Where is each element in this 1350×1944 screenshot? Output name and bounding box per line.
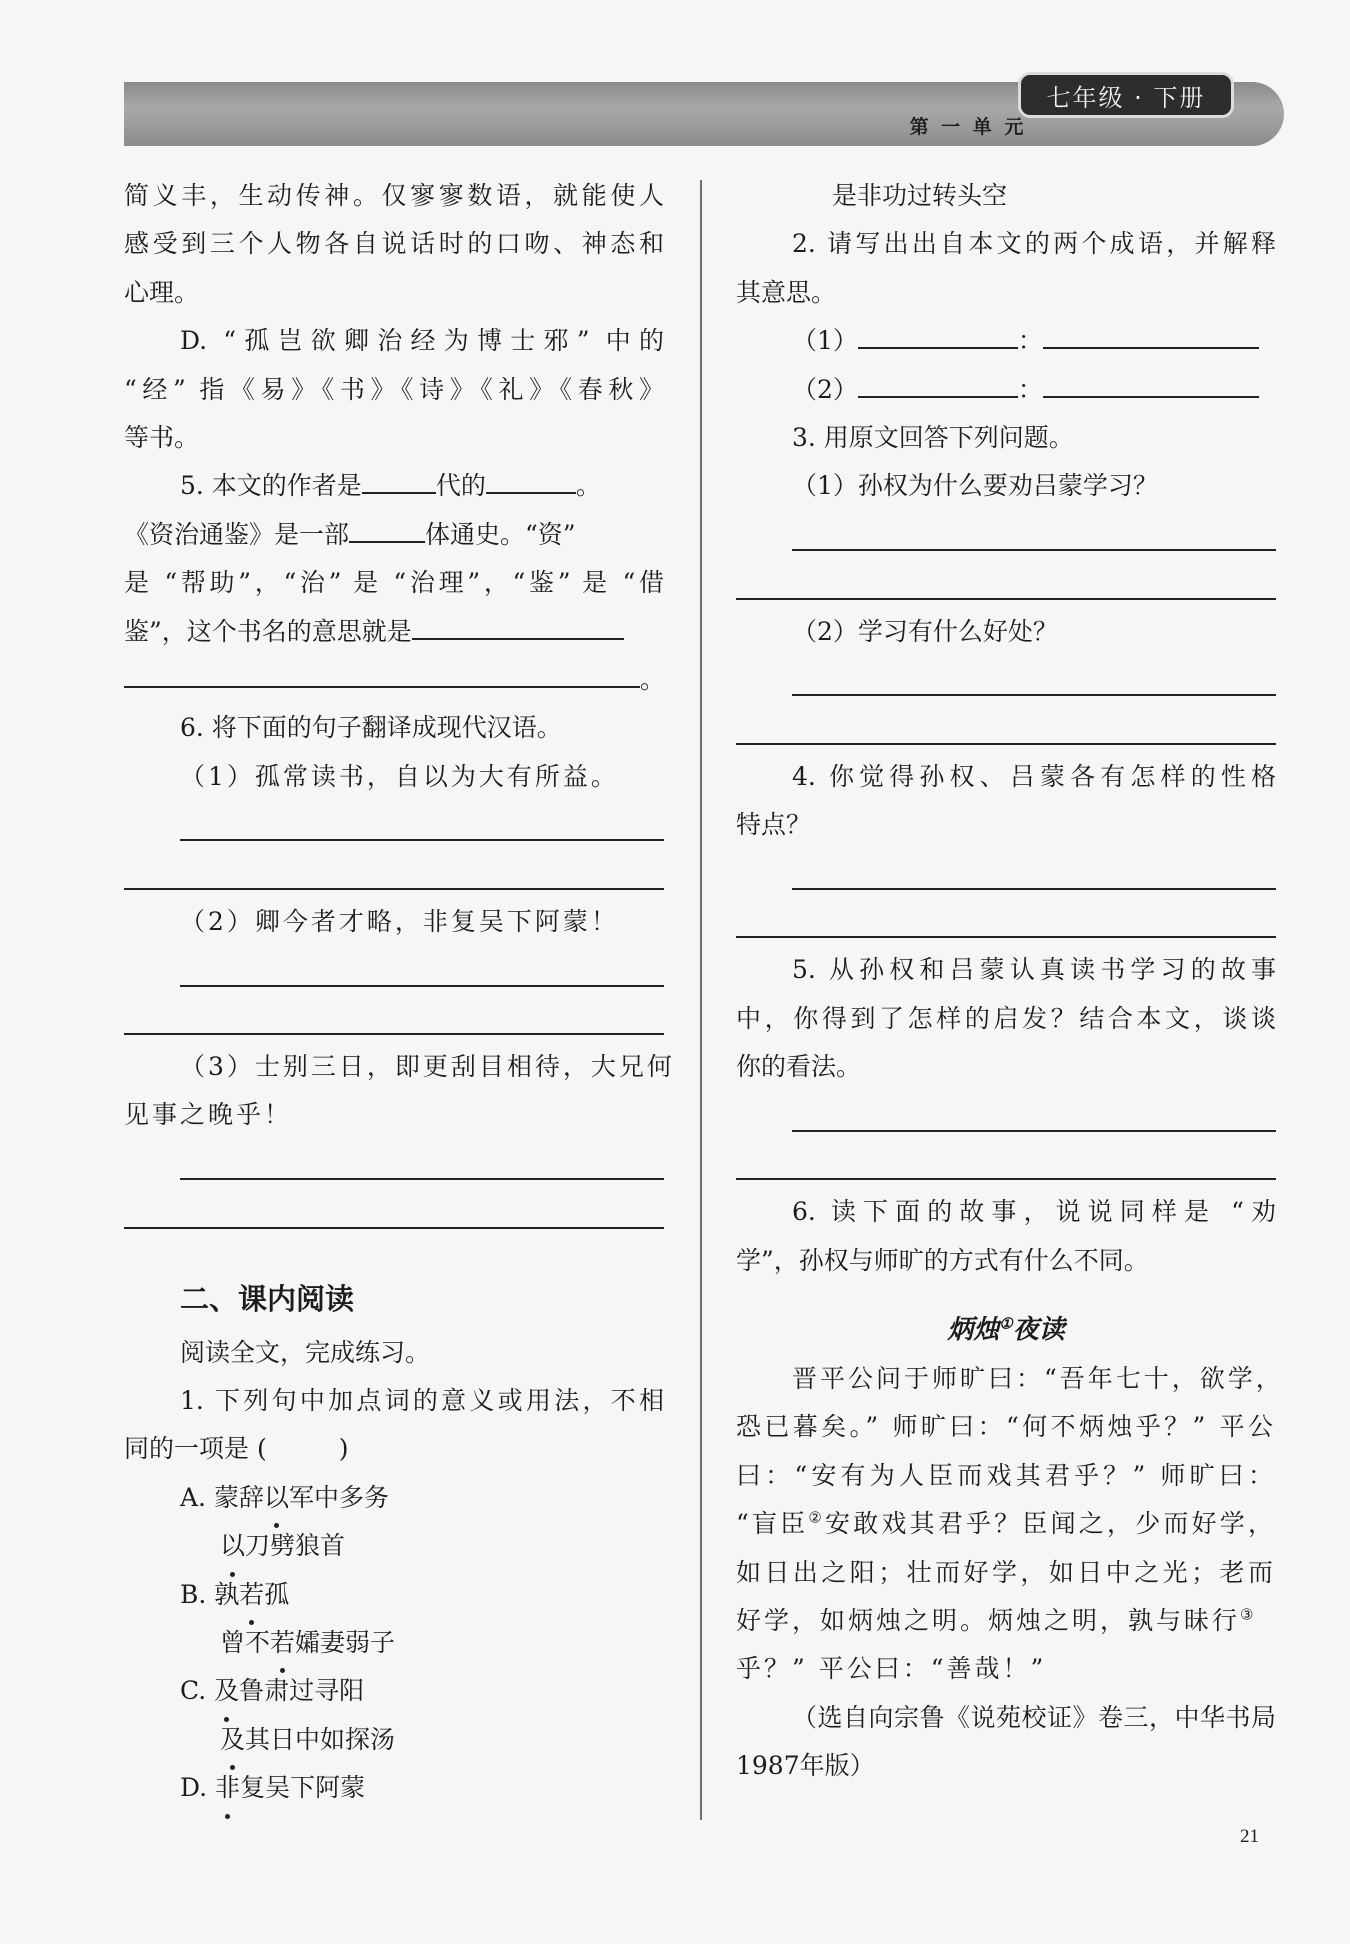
answer-line[interactable] — [124, 1140, 664, 1188]
text-line: 你的看法。 — [736, 1052, 862, 1082]
answer-blank[interactable] — [362, 462, 436, 494]
left-column — [124, 172, 675, 1813]
text-line: 是 “帮助”，“治” 是 “治理”，“鉴” 是 “借 — [124, 568, 664, 598]
story-line: 好学，如炳烛之明。炳烛之明，孰与昧行③ — [736, 1605, 1257, 1635]
text-line: 感受到三个人物各自说话时的口吻、神态和 — [124, 229, 664, 259]
text-line: 鉴”，这个书名的意思就是 — [124, 608, 664, 656]
answer-line[interactable] — [736, 511, 1276, 559]
answer-line[interactable] — [124, 801, 664, 849]
right-column — [736, 172, 1284, 1791]
text-line: 简义丰，生动传神。仅寥寥数语，就能使人 — [124, 181, 664, 210]
page-number: 21 — [1240, 1826, 1259, 1847]
answer-line[interactable] — [124, 995, 664, 1043]
option-a-1: A. 蒙辞以军中多务 — [124, 1474, 664, 1522]
poem-line: 是非功过转头空 — [832, 181, 1008, 210]
answer-blank[interactable] — [858, 317, 1018, 349]
story-line: 乎？” 平公曰：“善哉！” — [736, 1654, 1047, 1684]
story-line: 晋平公问于师旷曰：“吾年七十，欲学， — [792, 1363, 1284, 1393]
sentence-3-cont: 见事之晚乎！ — [124, 1100, 293, 1130]
unit-label: 第 一 单 元 — [909, 116, 1027, 138]
answer-line[interactable] — [736, 704, 1276, 752]
source-citation: （选自向宗鲁《说苑校证》卷三，中华书局 — [792, 1702, 1276, 1732]
column-divider — [700, 180, 702, 1820]
idiom-2: （2） ： — [736, 366, 1276, 414]
text-line: 《资治通鉴》是一部 体通史。“资” — [124, 511, 664, 559]
answer-line[interactable] — [736, 1091, 1276, 1139]
answer-blank[interactable] — [486, 462, 576, 494]
sentence-1: （1）孤常读书，自以为大有所益。 — [180, 761, 619, 791]
text-line: 心理。 — [124, 277, 200, 307]
option-a-2: 以刀劈狼首 — [124, 1522, 664, 1570]
answer-blank[interactable] — [124, 656, 640, 688]
section-heading: 二、课内阅读 — [180, 1281, 355, 1316]
story-line: “盲臣②安敢戏其君乎？臣闻之，少而好学， — [736, 1508, 1276, 1539]
option-b-2: 曾不若孀妻弱子 — [124, 1619, 664, 1667]
text-line: 。 — [124, 656, 664, 704]
section-intro: 阅读全文，完成练习。 — [180, 1337, 431, 1367]
question-4: 4. 你觉得孙权、吕蒙各有怎样的性格 — [792, 761, 1276, 791]
answer-blank[interactable] — [349, 511, 425, 543]
option-d-reading: D. 非复吴下阿蒙 — [124, 1764, 664, 1812]
text-line: 特点？ — [736, 810, 812, 840]
answer-blank[interactable] — [1043, 317, 1259, 349]
answer-line[interactable] — [736, 559, 1276, 607]
answer-line[interactable] — [124, 946, 664, 994]
sentence-2: （2）卿今者才略，非复吴下阿蒙！ — [180, 906, 619, 936]
answer-blank[interactable] — [858, 366, 1018, 398]
question-5: 5. 从孙权和吕蒙认真读书学习的故事 — [792, 955, 1276, 985]
text-line: 同的一项是 ( ) — [124, 1434, 349, 1464]
story-line: 曰：“安有为人臣而戏其君乎？” 师旷曰： — [736, 1460, 1276, 1490]
question-3: 3. 用原文回答下列问题。 — [792, 422, 1074, 452]
option-c-1: C. 及鲁肃过寻阳 — [124, 1667, 664, 1715]
story-line: 如日出之阳；壮而好学，如日中之光；老而 — [736, 1557, 1276, 1587]
text-line: 等书。 — [124, 422, 200, 452]
question-6: 6. 读下面的故事，说说同样是 “劝 — [792, 1197, 1276, 1227]
answer-blank[interactable] — [1043, 366, 1259, 398]
answer-line[interactable] — [736, 656, 1276, 704]
question-6: 6. 将下面的句子翻译成现代汉语。 — [180, 713, 562, 743]
answer-line[interactable] — [736, 1140, 1276, 1188]
question-3-1: （1）孙权为什么要劝吕蒙学习？ — [792, 471, 1158, 501]
sentence-3: （3）士别三日，即更刮目相待，大兄何 — [180, 1052, 675, 1082]
text-line: “经” 指《易》《书》《诗》《礼》《春秋》 — [124, 374, 664, 404]
idiom-1: （1） ： — [736, 317, 1276, 365]
option-d: D. “孤岂欲卿治经为博士邪” 中的 — [180, 326, 664, 356]
reading-question-1: 1. 下列句中加点词的意义或用法，不相 — [180, 1385, 664, 1415]
story-line: 恐已暮矣。” 师旷曰：“何不炳烛乎？” 平公 — [736, 1412, 1276, 1442]
text-line: 中，你得到了怎样的启发？结合本文，谈谈 — [736, 1003, 1276, 1033]
answer-blank[interactable] — [412, 608, 624, 640]
answer-line[interactable] — [736, 898, 1276, 946]
text-line: 学”，孙权与师旷的方式有什么不同。 — [736, 1245, 1149, 1275]
answer-line[interactable] — [736, 849, 1276, 897]
question-5: 5. 本文的作者是 代的 。 — [124, 462, 664, 510]
question-2: 2. 请写出出自本文的两个成语，并解释 — [792, 229, 1276, 259]
option-c-2: 及其日中如探汤 — [124, 1716, 664, 1764]
grade-tab: 七年级 · 下册 — [1018, 72, 1234, 118]
answer-line[interactable] — [124, 849, 664, 897]
answer-line[interactable] — [124, 1188, 664, 1236]
question-3-2: （2）学习有什么好处？ — [792, 616, 1058, 646]
text-line: 其意思。 — [736, 277, 837, 307]
source-citation-cont: 1987年版） — [736, 1751, 875, 1781]
story-title: 炳烛①夜读 — [947, 1314, 1065, 1345]
option-b-1: B. 孰若孤 — [124, 1571, 664, 1619]
